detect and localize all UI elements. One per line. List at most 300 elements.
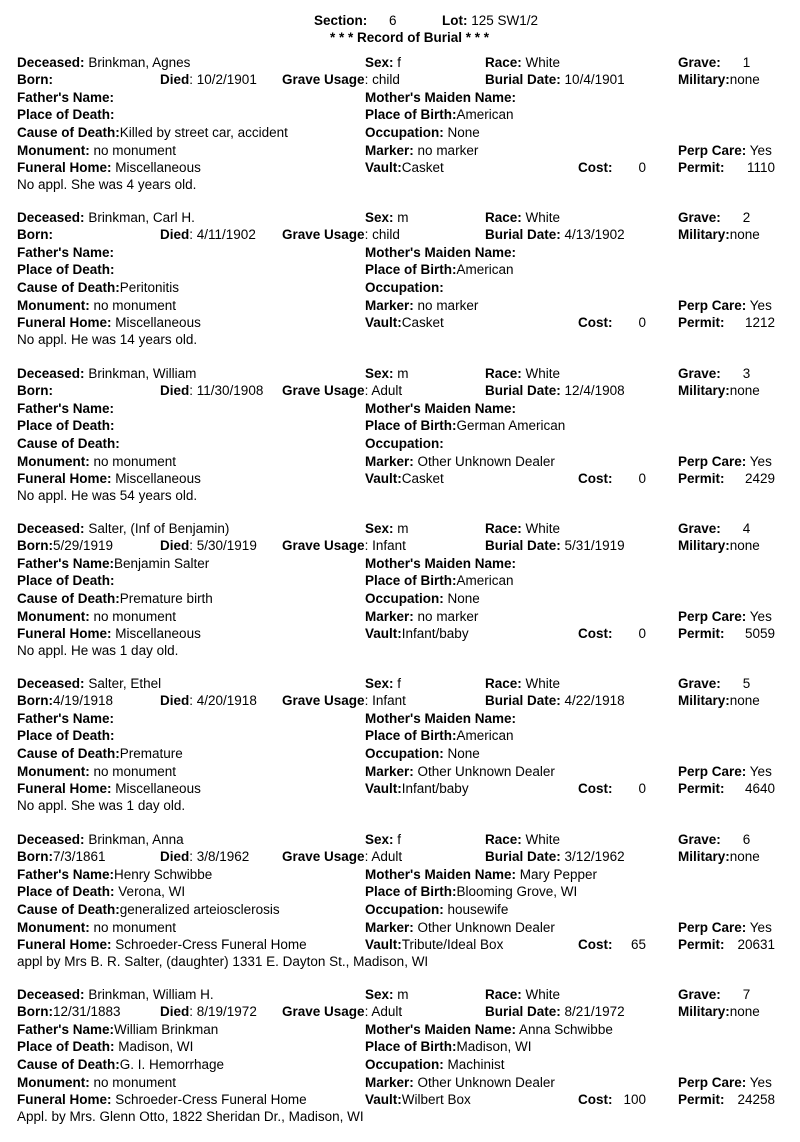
vault-label: Vault: bbox=[365, 781, 402, 797]
died-label: Died bbox=[160, 227, 190, 243]
died-value: : 11/30/1908 bbox=[189, 382, 264, 398]
military-field bbox=[678, 538, 760, 554]
burial-date-label: Burial Date: bbox=[485, 72, 561, 87]
deceased-value: Brinkman, Anna bbox=[88, 831, 184, 847]
perp-value: Yes bbox=[749, 608, 772, 624]
born-field bbox=[17, 849, 106, 865]
vault-field bbox=[365, 471, 444, 487]
military-field bbox=[678, 1004, 760, 1020]
perp-care-field bbox=[678, 1075, 772, 1091]
mother-field bbox=[365, 90, 516, 106]
burial-date-label: Burial Date: bbox=[485, 227, 561, 243]
grave-label: Grave: bbox=[678, 210, 721, 226]
deceased-label: Deceased: bbox=[17, 831, 85, 847]
mother-field bbox=[365, 401, 516, 417]
died-value: : 5/30/1919 bbox=[189, 537, 257, 553]
vault-field bbox=[365, 937, 503, 953]
usage-value: : child bbox=[364, 227, 400, 243]
perp-care-field bbox=[678, 609, 772, 625]
funeral-home-field bbox=[17, 937, 307, 953]
burial-date-label: Burial Date: bbox=[485, 1003, 561, 1019]
grave-usage-label: Grave Usage bbox=[282, 537, 365, 553]
grave-usage-field bbox=[282, 72, 400, 88]
deceased-field bbox=[17, 210, 195, 226]
deceased-value: Brinkman, Carl H. bbox=[88, 210, 195, 226]
grave-field bbox=[678, 832, 750, 848]
father-label: Father's Name: bbox=[17, 711, 114, 727]
military-value: none bbox=[729, 537, 760, 553]
burial-value: 5/31/1919 bbox=[564, 537, 625, 553]
monument-value: no monument bbox=[93, 453, 177, 469]
permit-field bbox=[678, 471, 775, 487]
vault-label: Vault: bbox=[365, 315, 402, 331]
died-field bbox=[160, 849, 249, 865]
vault-field bbox=[365, 160, 444, 176]
deceased-field bbox=[17, 832, 184, 848]
occupation-value: housewife bbox=[447, 901, 509, 917]
mother-field bbox=[365, 867, 597, 883]
race-value: White bbox=[525, 986, 561, 1002]
permit-value: 4640 bbox=[744, 781, 775, 797]
permit-field bbox=[678, 160, 775, 176]
cause-value: Premature bbox=[119, 746, 183, 762]
marker-field bbox=[365, 143, 478, 159]
military-value: none bbox=[729, 1003, 760, 1019]
marker-label: Marker: bbox=[365, 453, 414, 469]
father-field bbox=[17, 90, 114, 106]
mother-label: Mother's Maiden Name: bbox=[365, 711, 516, 727]
military-value: none bbox=[729, 693, 760, 709]
father-field bbox=[17, 711, 114, 727]
mother-label: Mother's Maiden Name: bbox=[365, 555, 516, 571]
funeral-label: Funeral Home: bbox=[17, 781, 112, 797]
occupation-label: Occupation: bbox=[365, 435, 444, 451]
marker-label: Marker: bbox=[365, 298, 414, 314]
mother-label: Mother's Maiden Name: bbox=[365, 400, 516, 416]
sex-field bbox=[365, 832, 401, 848]
note-value: No appl. She was 1 day old. bbox=[17, 798, 186, 814]
sex-field bbox=[365, 521, 409, 537]
cause-label: Cause of Death: bbox=[17, 901, 120, 917]
cost-label: Cost: bbox=[578, 470, 613, 486]
deceased-label: Deceased: bbox=[17, 55, 85, 70]
marker-field bbox=[365, 298, 478, 314]
record-note bbox=[17, 488, 197, 504]
deceased-value: Salter, (Inf of Benjamin) bbox=[88, 520, 230, 536]
sex-field bbox=[365, 55, 401, 71]
race-field bbox=[485, 55, 560, 71]
vault-value: Tribute/Ideal Box bbox=[401, 936, 504, 952]
race-value: White bbox=[525, 676, 561, 692]
perp-value: Yes bbox=[749, 298, 772, 314]
occupation-label: Occupation: bbox=[365, 1056, 444, 1072]
place-birth-label: Place of Birth: bbox=[365, 728, 457, 744]
born-field bbox=[17, 383, 53, 399]
record-note bbox=[17, 954, 428, 970]
occupation-field bbox=[365, 746, 480, 762]
died-value: : 10/2/1901 bbox=[189, 72, 257, 87]
cost-label: Cost: bbox=[578, 1091, 613, 1107]
military-value: none bbox=[729, 382, 760, 398]
military-value: none bbox=[729, 72, 760, 87]
occupation-field bbox=[365, 125, 480, 141]
vault-label: Vault: bbox=[365, 1091, 402, 1107]
sex-label: Sex: bbox=[365, 831, 394, 847]
military-field bbox=[678, 383, 760, 399]
military-label: Military: bbox=[678, 382, 730, 398]
funeral-label: Funeral Home: bbox=[17, 1091, 112, 1107]
sex-value: f bbox=[397, 676, 402, 692]
grave-usage-label: Grave Usage bbox=[282, 382, 365, 398]
grave-label: Grave: bbox=[678, 365, 721, 381]
deceased-field bbox=[17, 366, 196, 382]
grave-usage-field bbox=[282, 693, 406, 709]
vault-label: Vault: bbox=[365, 470, 402, 486]
father-field bbox=[17, 245, 114, 261]
place-birth-label: Place of Birth: bbox=[365, 572, 457, 588]
place-death-label: Place of Death: bbox=[17, 572, 115, 588]
military-value: none bbox=[729, 227, 760, 243]
race-value: White bbox=[525, 520, 561, 536]
father-label: Father's Name: bbox=[17, 400, 114, 416]
record-note bbox=[17, 643, 178, 659]
usage-value: : Adult bbox=[364, 1003, 403, 1019]
place-birth-label: Place of Birth: bbox=[365, 262, 457, 278]
grave-usage-field bbox=[282, 383, 402, 399]
died-value: : 4/20/1918 bbox=[189, 693, 257, 709]
deceased-label: Deceased: bbox=[17, 986, 85, 1002]
funeral-label: Funeral Home: bbox=[17, 315, 112, 331]
monument-label: Monument: bbox=[17, 764, 90, 780]
cost-label: Cost: bbox=[578, 160, 613, 175]
father-label: Father's Name: bbox=[17, 866, 114, 882]
place-of-death-field bbox=[17, 573, 115, 589]
place-birth-value: American bbox=[456, 572, 514, 588]
permit-label: Permit: bbox=[678, 1091, 725, 1107]
died-value: : 8/19/1972 bbox=[189, 1003, 257, 1019]
burial-date-field bbox=[485, 849, 625, 865]
place-birth-value: American bbox=[456, 107, 514, 122]
perp-care-field bbox=[678, 143, 772, 159]
note-value: Appl. by Mrs. Glenn Otto, 1822 Sheridan Dr., Madison, WI bbox=[17, 1108, 364, 1124]
cost-value: 0 bbox=[638, 625, 646, 641]
permit-field bbox=[678, 626, 775, 642]
place-death-label: Place of Death: bbox=[17, 107, 115, 122]
lot-value: 125 SW1/2 bbox=[471, 13, 539, 28]
sex-label: Sex: bbox=[365, 520, 394, 536]
deceased-label: Deceased: bbox=[17, 676, 85, 692]
place-birth-value: German American bbox=[456, 417, 566, 433]
occupation-label: Occupation: bbox=[365, 125, 444, 140]
grave-usage-label: Grave Usage bbox=[282, 227, 365, 243]
grave-field bbox=[678, 521, 750, 537]
cost-field bbox=[578, 471, 646, 487]
place-of-birth-field bbox=[365, 884, 577, 900]
place-birth-value: American bbox=[456, 262, 514, 278]
place-of-death-field bbox=[17, 728, 115, 744]
usage-value: : Adult bbox=[364, 848, 403, 864]
place-birth-label: Place of Birth: bbox=[365, 883, 457, 899]
burial-date-field bbox=[485, 383, 625, 399]
perp-label: Perp Care: bbox=[678, 143, 747, 158]
marker-field bbox=[365, 454, 555, 470]
father-field bbox=[17, 556, 209, 572]
permit-field bbox=[678, 1092, 775, 1108]
died-label: Died bbox=[160, 693, 190, 709]
place-of-death-field bbox=[17, 884, 185, 900]
funeral-home-field bbox=[17, 315, 201, 331]
vault-label: Vault: bbox=[365, 160, 402, 175]
funeral-label: Funeral Home: bbox=[17, 625, 112, 641]
mother-label: Mother's Maiden Name: bbox=[365, 866, 516, 882]
grave-field bbox=[678, 366, 750, 382]
grave-value: 4 bbox=[742, 520, 751, 536]
vault-label: Vault: bbox=[365, 936, 402, 952]
note-value: appl by Mrs B. R. Salter, (daughter) 1331 E. Dayton St., Madison, WI bbox=[17, 953, 429, 969]
grave-usage-label: Grave Usage bbox=[282, 1003, 365, 1019]
cost-value: 0 bbox=[638, 315, 646, 331]
lot-heading: Lot: 125 SW1/2 bbox=[442, 13, 539, 28]
burial-value: 8/21/1972 bbox=[564, 1003, 625, 1019]
grave-label: Grave: bbox=[678, 520, 721, 536]
vault-field bbox=[365, 1092, 471, 1108]
race-value: White bbox=[525, 365, 561, 381]
cause-of-death-field bbox=[17, 746, 183, 762]
cause-of-death-field bbox=[17, 436, 120, 452]
monument-field bbox=[17, 920, 176, 936]
cause-of-death-field bbox=[17, 1057, 224, 1073]
cost-field bbox=[578, 1092, 646, 1108]
occupation-label: Occupation: bbox=[365, 901, 444, 917]
grave-field bbox=[678, 676, 750, 692]
occupation-value: None bbox=[447, 590, 480, 606]
occupation-label: Occupation: bbox=[365, 280, 444, 296]
sex-value: m bbox=[397, 520, 409, 536]
place-of-birth-field bbox=[365, 262, 514, 278]
died-label: Died bbox=[160, 382, 190, 398]
grave-usage-label: Grave Usage bbox=[282, 72, 365, 87]
place-death-label: Place of Death: bbox=[17, 1038, 115, 1054]
cost-value: 0 bbox=[638, 160, 646, 175]
burial-value: 4/22/1918 bbox=[564, 693, 625, 709]
vault-field bbox=[365, 626, 469, 642]
monument-field bbox=[17, 143, 176, 159]
born-field bbox=[17, 693, 113, 709]
cause-label: Cause of Death: bbox=[17, 280, 120, 296]
burial-value: 10/4/1901 bbox=[564, 72, 625, 87]
father-field bbox=[17, 401, 114, 417]
grave-label: Grave: bbox=[678, 986, 721, 1002]
race-label: Race: bbox=[485, 676, 522, 692]
funeral-label: Funeral Home: bbox=[17, 160, 112, 175]
section-heading: Section: 6 bbox=[314, 13, 397, 28]
cost-field bbox=[578, 626, 646, 642]
permit-label: Permit: bbox=[678, 160, 725, 175]
perp-label: Perp Care: bbox=[678, 764, 747, 780]
mother-label: Mother's Maiden Name: bbox=[365, 90, 516, 105]
usage-value: : child bbox=[364, 72, 400, 87]
monument-label: Monument: bbox=[17, 298, 90, 314]
vault-value: Casket bbox=[401, 160, 444, 175]
grave-value: 2 bbox=[742, 210, 751, 226]
father-label: Father's Name: bbox=[17, 245, 114, 261]
marker-label: Marker: bbox=[365, 919, 414, 935]
place-death-label: Place of Death: bbox=[17, 728, 115, 744]
cost-field bbox=[578, 937, 646, 953]
usage-value: : Infant bbox=[364, 537, 406, 553]
born-value: 7/3/1861 bbox=[53, 848, 106, 864]
cause-of-death-field bbox=[17, 902, 280, 918]
race-label: Race: bbox=[485, 365, 522, 381]
occupation-field bbox=[365, 280, 444, 296]
race-label: Race: bbox=[485, 831, 522, 847]
monument-value: no monument bbox=[93, 919, 177, 935]
burial-record bbox=[0, 521, 800, 676]
note-value: No appl. He was 54 years old. bbox=[17, 487, 198, 503]
occupation-value: None bbox=[447, 746, 480, 762]
note-value: No appl. He was 1 day old. bbox=[17, 642, 179, 658]
perp-label: Perp Care: bbox=[678, 1074, 747, 1090]
born-field bbox=[17, 538, 113, 554]
sex-field bbox=[365, 366, 409, 382]
perp-value: Yes bbox=[749, 143, 772, 158]
grave-usage-field bbox=[282, 1004, 402, 1020]
mother-value: Mary Pepper bbox=[519, 866, 598, 882]
grave-label: Grave: bbox=[678, 55, 721, 70]
deceased-value: Brinkman, Agnes bbox=[88, 55, 191, 70]
place-birth-label: Place of Birth: bbox=[365, 1038, 457, 1054]
born-label: Born: bbox=[17, 227, 53, 243]
burial-value: 3/12/1962 bbox=[564, 848, 625, 864]
sex-field bbox=[365, 210, 409, 226]
vault-field bbox=[365, 781, 469, 797]
perp-care-field bbox=[678, 454, 772, 470]
funeral-value: Miscellaneous bbox=[115, 781, 201, 797]
permit-field bbox=[678, 781, 775, 797]
place-of-death-field bbox=[17, 107, 115, 123]
permit-label: Permit: bbox=[678, 781, 725, 797]
permit-label: Permit: bbox=[678, 936, 725, 952]
permit-label: Permit: bbox=[678, 470, 725, 486]
marker-value: Other Unknown Dealer bbox=[417, 919, 555, 935]
record-note bbox=[17, 177, 196, 193]
father-value: Benjamin Salter bbox=[114, 555, 210, 571]
vault-value: Casket bbox=[401, 470, 444, 486]
funeral-label: Funeral Home: bbox=[17, 936, 112, 952]
father-value: Henry Schwibbe bbox=[114, 866, 213, 882]
marker-label: Marker: bbox=[365, 764, 414, 780]
place-death-label: Place of Death: bbox=[17, 883, 115, 899]
military-label: Military: bbox=[678, 693, 730, 709]
monument-value: no monument bbox=[93, 298, 177, 314]
born-value: 5/29/1919 bbox=[53, 537, 114, 553]
monument-value: no monument bbox=[93, 1074, 177, 1090]
funeral-label: Funeral Home: bbox=[17, 470, 112, 486]
monument-value: no monument bbox=[93, 143, 177, 158]
perp-value: Yes bbox=[749, 1074, 772, 1090]
military-label: Military: bbox=[678, 848, 730, 864]
place-birth-value: American bbox=[456, 728, 514, 744]
marker-field bbox=[365, 764, 555, 780]
usage-value: : Infant bbox=[364, 693, 406, 709]
place-of-birth-field bbox=[365, 728, 514, 744]
permit-value: 24258 bbox=[737, 1091, 775, 1107]
military-field bbox=[678, 72, 760, 88]
race-label: Race: bbox=[485, 55, 522, 70]
monument-field bbox=[17, 609, 176, 625]
father-label: Father's Name: bbox=[17, 90, 114, 105]
usage-value: : Adult bbox=[364, 382, 403, 398]
died-label: Died bbox=[160, 1003, 190, 1019]
cost-label: Cost: bbox=[578, 781, 613, 797]
cause-value: Peritonitis bbox=[119, 280, 180, 296]
occupation-field bbox=[365, 1057, 505, 1073]
military-label: Military: bbox=[678, 72, 730, 87]
monument-label: Monument: bbox=[17, 919, 90, 935]
burial-record bbox=[0, 210, 800, 365]
grave-usage-label: Grave Usage bbox=[282, 693, 365, 709]
funeral-value: Schroeder-Cress Funeral Home bbox=[115, 936, 307, 952]
place-death-value: Verona, WI bbox=[118, 883, 186, 899]
record-note bbox=[17, 1109, 364, 1125]
place-of-death-field bbox=[17, 262, 115, 278]
marker-label: Marker: bbox=[365, 1074, 414, 1090]
occupation-field bbox=[365, 436, 444, 452]
military-label: Military: bbox=[678, 1003, 730, 1019]
perp-care-field bbox=[678, 764, 772, 780]
grave-usage-label: Grave Usage bbox=[282, 848, 365, 864]
place-death-label: Place of Death: bbox=[17, 262, 115, 278]
monument-label: Monument: bbox=[17, 453, 90, 469]
died-value: : 4/11/1902 bbox=[189, 227, 256, 243]
race-value: White bbox=[525, 831, 561, 847]
cause-label: Cause of Death: bbox=[17, 435, 120, 451]
permit-field bbox=[678, 937, 775, 953]
deceased-field bbox=[17, 521, 229, 537]
grave-value: 1 bbox=[742, 55, 751, 70]
cost-value: 0 bbox=[638, 470, 646, 486]
grave-usage-field bbox=[282, 849, 402, 865]
deceased-field bbox=[17, 55, 190, 71]
place-birth-value: Madison, WI bbox=[456, 1038, 532, 1054]
place-death-value: Madison, WI bbox=[118, 1038, 194, 1054]
born-label: Born: bbox=[17, 537, 53, 553]
grave-value: 5 bbox=[742, 676, 751, 692]
mother-value: Anna Schwibbe bbox=[519, 1021, 613, 1037]
military-field bbox=[678, 693, 760, 709]
place-of-death-field bbox=[17, 1039, 193, 1055]
sex-value: m bbox=[397, 365, 409, 381]
died-field bbox=[160, 383, 263, 399]
vault-value: Infant/baby bbox=[401, 625, 469, 641]
cost-label: Cost: bbox=[578, 936, 613, 952]
funeral-home-field bbox=[17, 471, 201, 487]
funeral-value: Miscellaneous bbox=[115, 160, 201, 175]
occupation-label: Occupation: bbox=[365, 590, 444, 606]
permit-value: 20631 bbox=[737, 936, 775, 952]
permit-value: 5059 bbox=[744, 625, 775, 641]
born-label: Born: bbox=[17, 848, 53, 864]
race-value: White bbox=[525, 55, 561, 70]
cause-value: G. I. Hemorrhage bbox=[119, 1056, 225, 1072]
cost-value: 100 bbox=[623, 1091, 646, 1107]
deceased-field bbox=[17, 676, 161, 692]
place-of-death-field bbox=[17, 418, 115, 434]
permit-value: 1212 bbox=[744, 315, 775, 331]
marker-label: Marker: bbox=[365, 608, 414, 624]
place-birth-label: Place of Birth: bbox=[365, 107, 457, 122]
grave-value: 7 bbox=[742, 986, 751, 1002]
